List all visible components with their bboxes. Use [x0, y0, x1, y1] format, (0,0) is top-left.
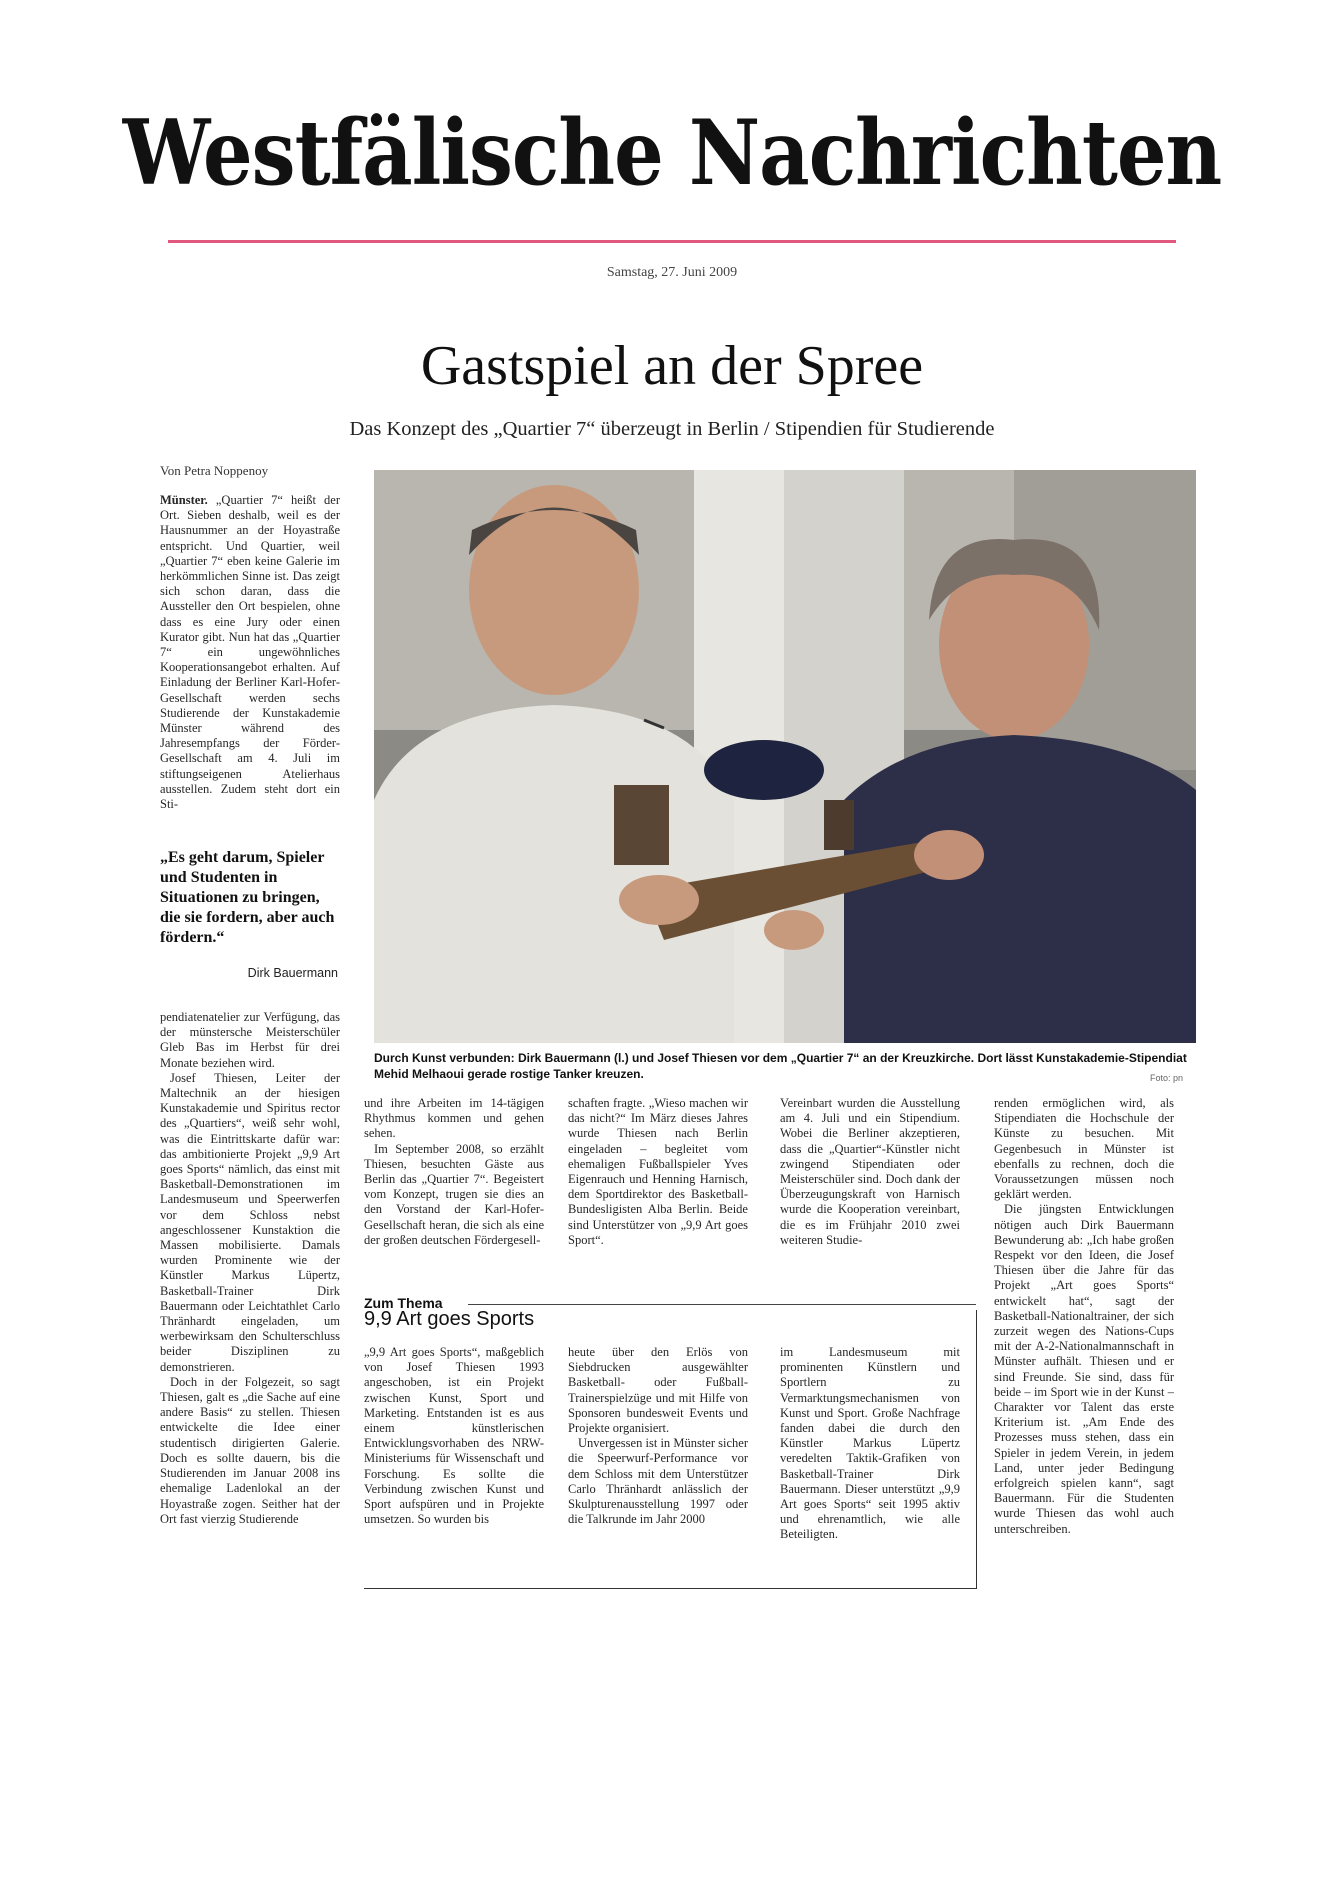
photo-credit: Foto: pn — [1150, 1073, 1184, 1083]
article-column-4 — [780, 1096, 960, 1286]
lead-dateline: Münster. — [160, 493, 208, 507]
article-column-5 — [994, 1096, 1174, 1588]
subheadline: Das Konzept des „Quartier 7“ überzeugt in Berlin / Stipendien für Studierende — [349, 418, 995, 440]
paragraph: Doch in der Folgezeit, so sagt Thiesen, galt es „die Sache auf eine andere Basis“ zu stellen. Thiesen entwickelte die Idee einer studentisch dirigierten Galerie. Doch es sollte dauern, bis die Studierenden im Januar 2008 ins ehemalige Ladenlokal an der Hoyastraße zogen. Seither hat der Ort fast vierzig Studierende — [160, 1374, 340, 1526]
headline: Gastspiel an der Spree — [420, 335, 924, 397]
paragraph: im Landesmuseum mit prominenten Künstlern und Sportlern zu Vermarktungsmechanismen von Kunst und Sport. Große Nachfrage fanden dabei die durch den Künstler Markus Lüpertz veredelten Taktik-Grafiken von Basketball-Trainer Dirk Bauermann. Dieser unterstützt „9,9 Art goes Sports“ seit 1995 aktiv und ehrenamtlich, wie alle Beteiligten. — [780, 1345, 960, 1542]
paragraph: renden ermöglichen wird, als Stipendiaten die Hochschule der Künste zu besuchen. Mit Gegenbesuch in Münster ist ebenfalls zu rechnen, doch die Voraussetzungen müssen noch geklärt werden. — [994, 1096, 1174, 1202]
sidebar-column-3 — [780, 1345, 960, 1585]
dateline: Samstag, 27. Juni 2009 — [606, 265, 738, 280]
article-column-1 — [160, 493, 340, 833]
masthead: Westfälische Nachrichten — [122, 101, 1222, 206]
sidebar-title: 9,9 Art goes Sports — [364, 1308, 535, 1330]
article-column-2 — [364, 1096, 544, 1286]
masthead-rule — [168, 240, 1176, 243]
sidebar-rule — [468, 1304, 976, 1305]
pull-quote-author: Dirk Bauermann — [247, 966, 338, 980]
paragraph: und ihre Arbeiten im 14-tägigen Rhythmus kommen und gehen sehen. — [364, 1096, 544, 1141]
paragraph: Im September 2008, so erzählt Thiesen, besuchten Gäste aus Berlin das „Quartier 7“. Begeistert vom Konzept, trugen sie dies an den Vorstand der Karl-Hofer-Gesellschaft heran, die sich als eine der großen deutschen Fördergesell- — [364, 1141, 544, 1247]
sidebar-label: Zum Thema — [364, 1295, 443, 1311]
article-photo — [374, 470, 1196, 1043]
article-column-3 — [568, 1096, 748, 1286]
sidebar-column-1 — [364, 1345, 544, 1585]
paragraph: pendiatenatelier zur Verfügung, das der münstersche Meisterschüler Gleb Bas im Herbst für drei Monate beziehen wird. — [160, 1010, 340, 1070]
sidebar-column-2 — [568, 1345, 748, 1585]
paragraph: Die jüngsten Entwicklungen nötigen auch Dirk Bauermann Bewunderung ab: „Ich habe großen Respekt vor den Ideen, die Josef Thiesen über die Jahre für das Projekt „Art goes Sports“ entwickelt hat“, sagt der Basketball-Nationaltrainer, der sich zurzeit wegen des Nations-Cups mit der A-2-Nationalmannschaft in Münster aufhält. Thiesen und er sind Freunde. Sie sind, dass für beide – im Sport wie in der Kunst – Charakter vor Talent das erste Kriterium ist. „Am Ende des Prozesses muss stehen, dass ein Spieler in jedem Verein, in jedem Land, unter jeder Bedingung erfolgreich spielen kann“, sagt Bauermann. Für die Studenten wurde Thiesen das wohl auch unterschreiben. — [994, 1202, 1174, 1536]
paragraph: „9,9 Art goes Sports“, maßgeblich von Josef Thiesen 1993 angeschoben, ist ein Projekt zwischen Kunst, Sport und Marketing. Entstanden ist es aus einem künstlerischen Entwicklungsvorhaben des NRW-Ministeriums für Wissenschaft und Forschung. Es sollte die Verbindung zwischen Kunst und Sport aufspüren und in Projekte umsetzen. So wurden bis — [364, 1345, 544, 1527]
paragraph: schaften fragte. „Wieso machen wir das nicht?“ Im März dieses Jahres wurde Thiesen nach Berlin eingeladen – begleitet vom ehemaligen Fußballspieler Yves Eigenrauch und Henning Harnisch, dem Sportdirektor des Basketball-Bundesligisten Alba Berlin. Beide sind Unterstützer von „9,9 Art goes Sport“. — [568, 1096, 748, 1247]
lead-paragraph — [160, 493, 340, 812]
paragraph: Vereinbart wurden die Ausstellung am 4. Juli und ein Stipendium. Wobei die Berliner akzeptieren, dass die „Quartier“-Künstler nicht zwingend Stipendiaten oder Meisterschüler sind. Doch dank der Überzeugungskraft von Harnisch wurde die Kooperation vereinbart, die es im Frühjahr 2010 zwei weiteren Studie- — [780, 1096, 960, 1247]
photo-image — [374, 470, 1196, 1043]
paragraph: Josef Thiesen, Leiter der Maltechnik an der hiesigen Kunstakademie und Spiritus rector des „Quartiers“, weiß sehr wohl, was die Eintrittskarte dafür war: das ambitionierte Projekt „9,9 Art goes Sports“ nämlich, das einst mit Basketball-Demonstrationen im Landesmuseum und Speerwerfen vor dem Schloss nebst angeschlossener Kunstaktion die Massen mobilisierte. Damals wurden Prominente wie der Künstler Markus Lüpertz, Basketball-Trainer Dirk Bauermann oder Leichtathlet Carlo Thränhardt eingeladen, um werbewirksam den Schulterschluss beider Disziplinen zu demonstrieren. — [160, 1070, 340, 1374]
lead-text: „Quartier 7“ heißt der Ort. Sieben deshalb, weil es der Hausnummer an der Hoyastraße entspricht. Und Quartier, weil „Quartier 7“ eben keine Galerie im herkömmlichen Sinne ist. Das zeigt sich schon daran, dass die Aussteller den Ort bespielen, ohne dass es eine Jury oder einen Kurator gibt. Nun hat das „Quartier 7“ ein ungewöhnliches Kooperationsangebot erhalten. Auf Einladung der Berliner Karl-Hofer-Gesellschaft werden sechs Studierende der Kunstakademie Münster während des Jahresempfangs der Förder-Gesellschaft am 4. Juli im stiftungseigenen Atelierhaus ausstellen. Zudem steht dort ein Sti- — [160, 493, 340, 812]
photo-caption: Durch Kunst verbunden: Dirk Bauermann (l.) und Josef Thiesen vor dem „Quartier 7“ an der Kreuzkirche. Dort lässt Kunstakademie-Stipendiat Mehid Melhaoui gerade rostige Tanker kreuzen. — [374, 1051, 1187, 1081]
paragraph: Unvergessen ist in Münster sicher die Speerwurf-Performance vor dem Schloss mit dem Unterstützer Carlo Thränhardt anlässlich der Skulpturenausstellung 1997 oder die Talkrunde im Jahr 2000 — [568, 1436, 748, 1527]
pull-quote: „Es geht darum, Spieler und Studenten in Situationen zu bringen, die sie fordern, aber auch fördern.“ — [160, 849, 335, 946]
article-column-1b — [160, 1010, 340, 1585]
paragraph: heute über den Erlös von Siebdrucken ausgewählter Basketball- oder Fußball-Trainerspielzüge und mit Hilfe von Sponsoren bundesweit Events und Projekte organisiert. — [568, 1345, 748, 1436]
byline: Von Petra Noppenoy — [160, 463, 269, 478]
